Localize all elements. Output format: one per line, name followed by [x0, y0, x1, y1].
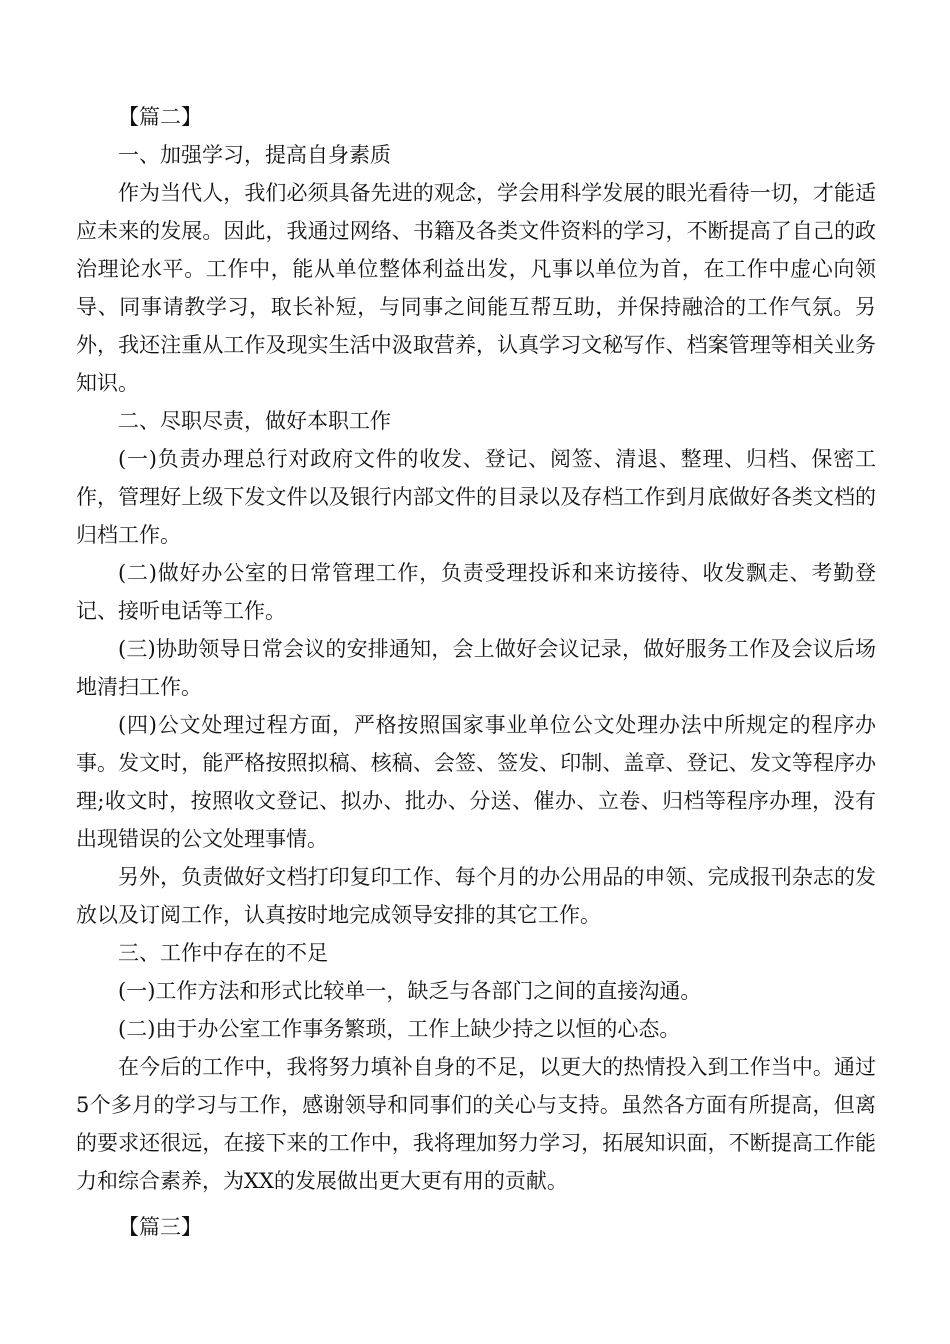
paragraph: 在今后的工作中，我将努力填补自身的不足，以更大的热情投入到工作当中。通过5个多月的学习与工作，感谢领导和同事们的关心与支持。虽然各方面有所提高，但离的要求还很远，在接下来的工作中，我将理加努力学习，拓展知识面，不断提高工作能力和综合素养，为XX的发展做出更大更有用的贡献。 — [76, 1055, 876, 1193]
part-heading: 【篇二】 — [118, 105, 202, 129]
section-title: 一、加强学习，提高自身素质 — [118, 143, 391, 167]
list-item: (一)工作方法和形式比较单一，缺乏与各部门之间的直接沟通。 — [118, 979, 702, 1003]
list-item: (二)由于办公室工作事务繁琐，工作上缺少持之以恒的心态。 — [118, 1017, 681, 1041]
list-item: (一)负责办理总行对政府文件的收发、登记、阅签、清退、整理、归档、保密工作，管理好上级下发文件以及银行内部文件的目录以及存档工作到月底做好各类文档的归档工作。 — [76, 447, 876, 547]
section-title: 二、尽职尽责，做好本职工作 — [118, 409, 391, 433]
part-heading: 【篇三】 — [118, 1215, 202, 1239]
document-body — [76, 98, 876, 1246]
paragraph: 另外，负责做好文档打印复印工作、每个月的办公用品的申领、完成报刊杂志的发放以及订阅工作，认真按时地完成领导安排的其它工作。 — [76, 865, 876, 927]
section-title: 三、工作中存在的不足 — [118, 941, 328, 965]
list-item: (三)协助领导日常会议的安排通知，会上做好会议记录，做好服务工作及会议后场地清扫工作。 — [76, 637, 876, 699]
list-item: (四)公文处理过程方面，严格按照国家事业单位公文处理办法中所规定的程序办事。发文时，能严格按照拟稿、核稿、会签、签发、印制、盖章、登记、发文等程序办理;收文时，按照收文登记、拟办、批办、分送、催办、立卷、归档等程序办理，没有出现错误的公文处理事情。 — [76, 713, 876, 851]
paragraph: 作为当代人，我们必须具备先进的观念，学会用科学发展的眼光看待一切，才能适应未来的发展。因此，我通过网络、书籍及各类文件资料的学习，不断提高了自己的政治理论水平。工作中，能从单位整体利益出发，凡事以单位为首，在工作中虚心向领导、同事请教学习，取长补短，与同事之间能互帮互助，并保持融洽的工作气氛。另外，我还注重从工作及现实生活中汲取营养，认真学习文秘写作、档案管理等相关业务知识。 — [76, 181, 876, 395]
list-item: (二)做好办公室的日常管理工作，负责受理投诉和来访接待、收发飘走、考勤登记、接听电话等工作。 — [76, 561, 876, 623]
